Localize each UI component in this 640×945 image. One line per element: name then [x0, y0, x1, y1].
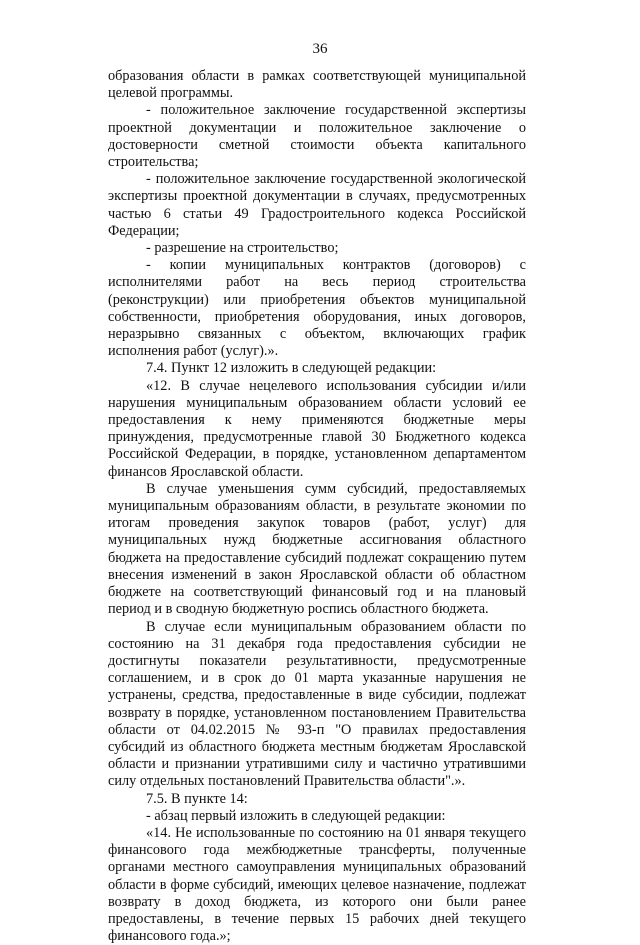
paragraph-quoted-clause: «12. В случае нецелевого использования субсидии и/или нарушения муниципальным образованием области условий ее предоставления к нему применяются бюджетные меры принуждения, предусмотренные главой 30 Бюджетного кодекса Российской Федерации, в порядке, установленном департаментом финансов Ярославской области.	[108, 377, 526, 480]
paragraph-list-item: - положительное заключение государственной экспертизы проектной документации и положительное заключение о достоверности сметной стоимости объекта капитального строительства;	[108, 102, 526, 171]
paragraph-quoted-clause: «14. Не использованные по состоянию на 01 января текущего финансового года межбюджетные трансферты, полученные органами местного самоуправления муниципальных образований области в форме субсидий, имеющих целевое назначение, подлежат возврату в доход бюджета, из которого они были ранее предоставлены, в течение первых 15 рабочих дней текущего финансового года.»;	[108, 824, 526, 945]
paragraph: В случае уменьшения сумм субсидий, предоставляемых муниципальным образованиям области, в результате экономии по итогам проведения закупок товаров (работ, услуг) для муниципальных нужд бюджетные ассигнования областного бюджета на предоставление субсидий подлежат сокращению путем внесения изменений в закон Ярославской области об областном бюджете на соответствующий финансовый год и на плановый период и в сводную бюджетную роспись областного бюджета.	[108, 480, 526, 618]
page-number: 36	[312, 41, 328, 57]
paragraph-list-item: - положительное заключение государственной экологической экспертизы проектной документации в случаях, предусмотренных частью 6 статьи 49 Градостроительного кодекса Российской Федерации;	[108, 171, 526, 239]
paragraph-list-item: - разрешение на строительство;	[146, 240, 339, 257]
paragraph-clause-heading: 7.4. Пункт 12 изложить в следующей редакции:	[146, 360, 437, 377]
paragraph-list-item: - абзац первый изложить в следующей редакции:	[146, 807, 446, 824]
paragraph-continuation: образования области в рамках соответствующей муниципальной целевой программы.	[108, 68, 526, 102]
document-body	[108, 68, 526, 945]
paragraph-list-item: - копии муниципальных контрактов (договоров) с исполнителями работ на весь период строительства (реконструкции) или приобретения объектов муниципальной собственности, приобретения оборудования, иных договоров, неразрывно связанных с объектом, включающих график исполнения работ (услуг).».	[108, 257, 526, 360]
paragraph: В случае если муниципальным образованием области по состоянию на 31 декабря года предоставления субсидии не достигнуты показатели результативности, предусмотренные соглашением, и в срок до 01 марта указанные нарушения не устранены, средства, предоставленные в виде субсидии, подлежат возврату в порядке, установленном постановлением Правительства области от 04.02.2015 № 93-п "О правилах предоставления субсидий из областного бюджета местным бюджетам Ярославской области и признании утратившими силу и частично утратившими силу отдельных постановлений Правительства области".».	[108, 618, 526, 790]
paragraph-clause-heading: 7.5. В пункте 14:	[146, 790, 248, 807]
